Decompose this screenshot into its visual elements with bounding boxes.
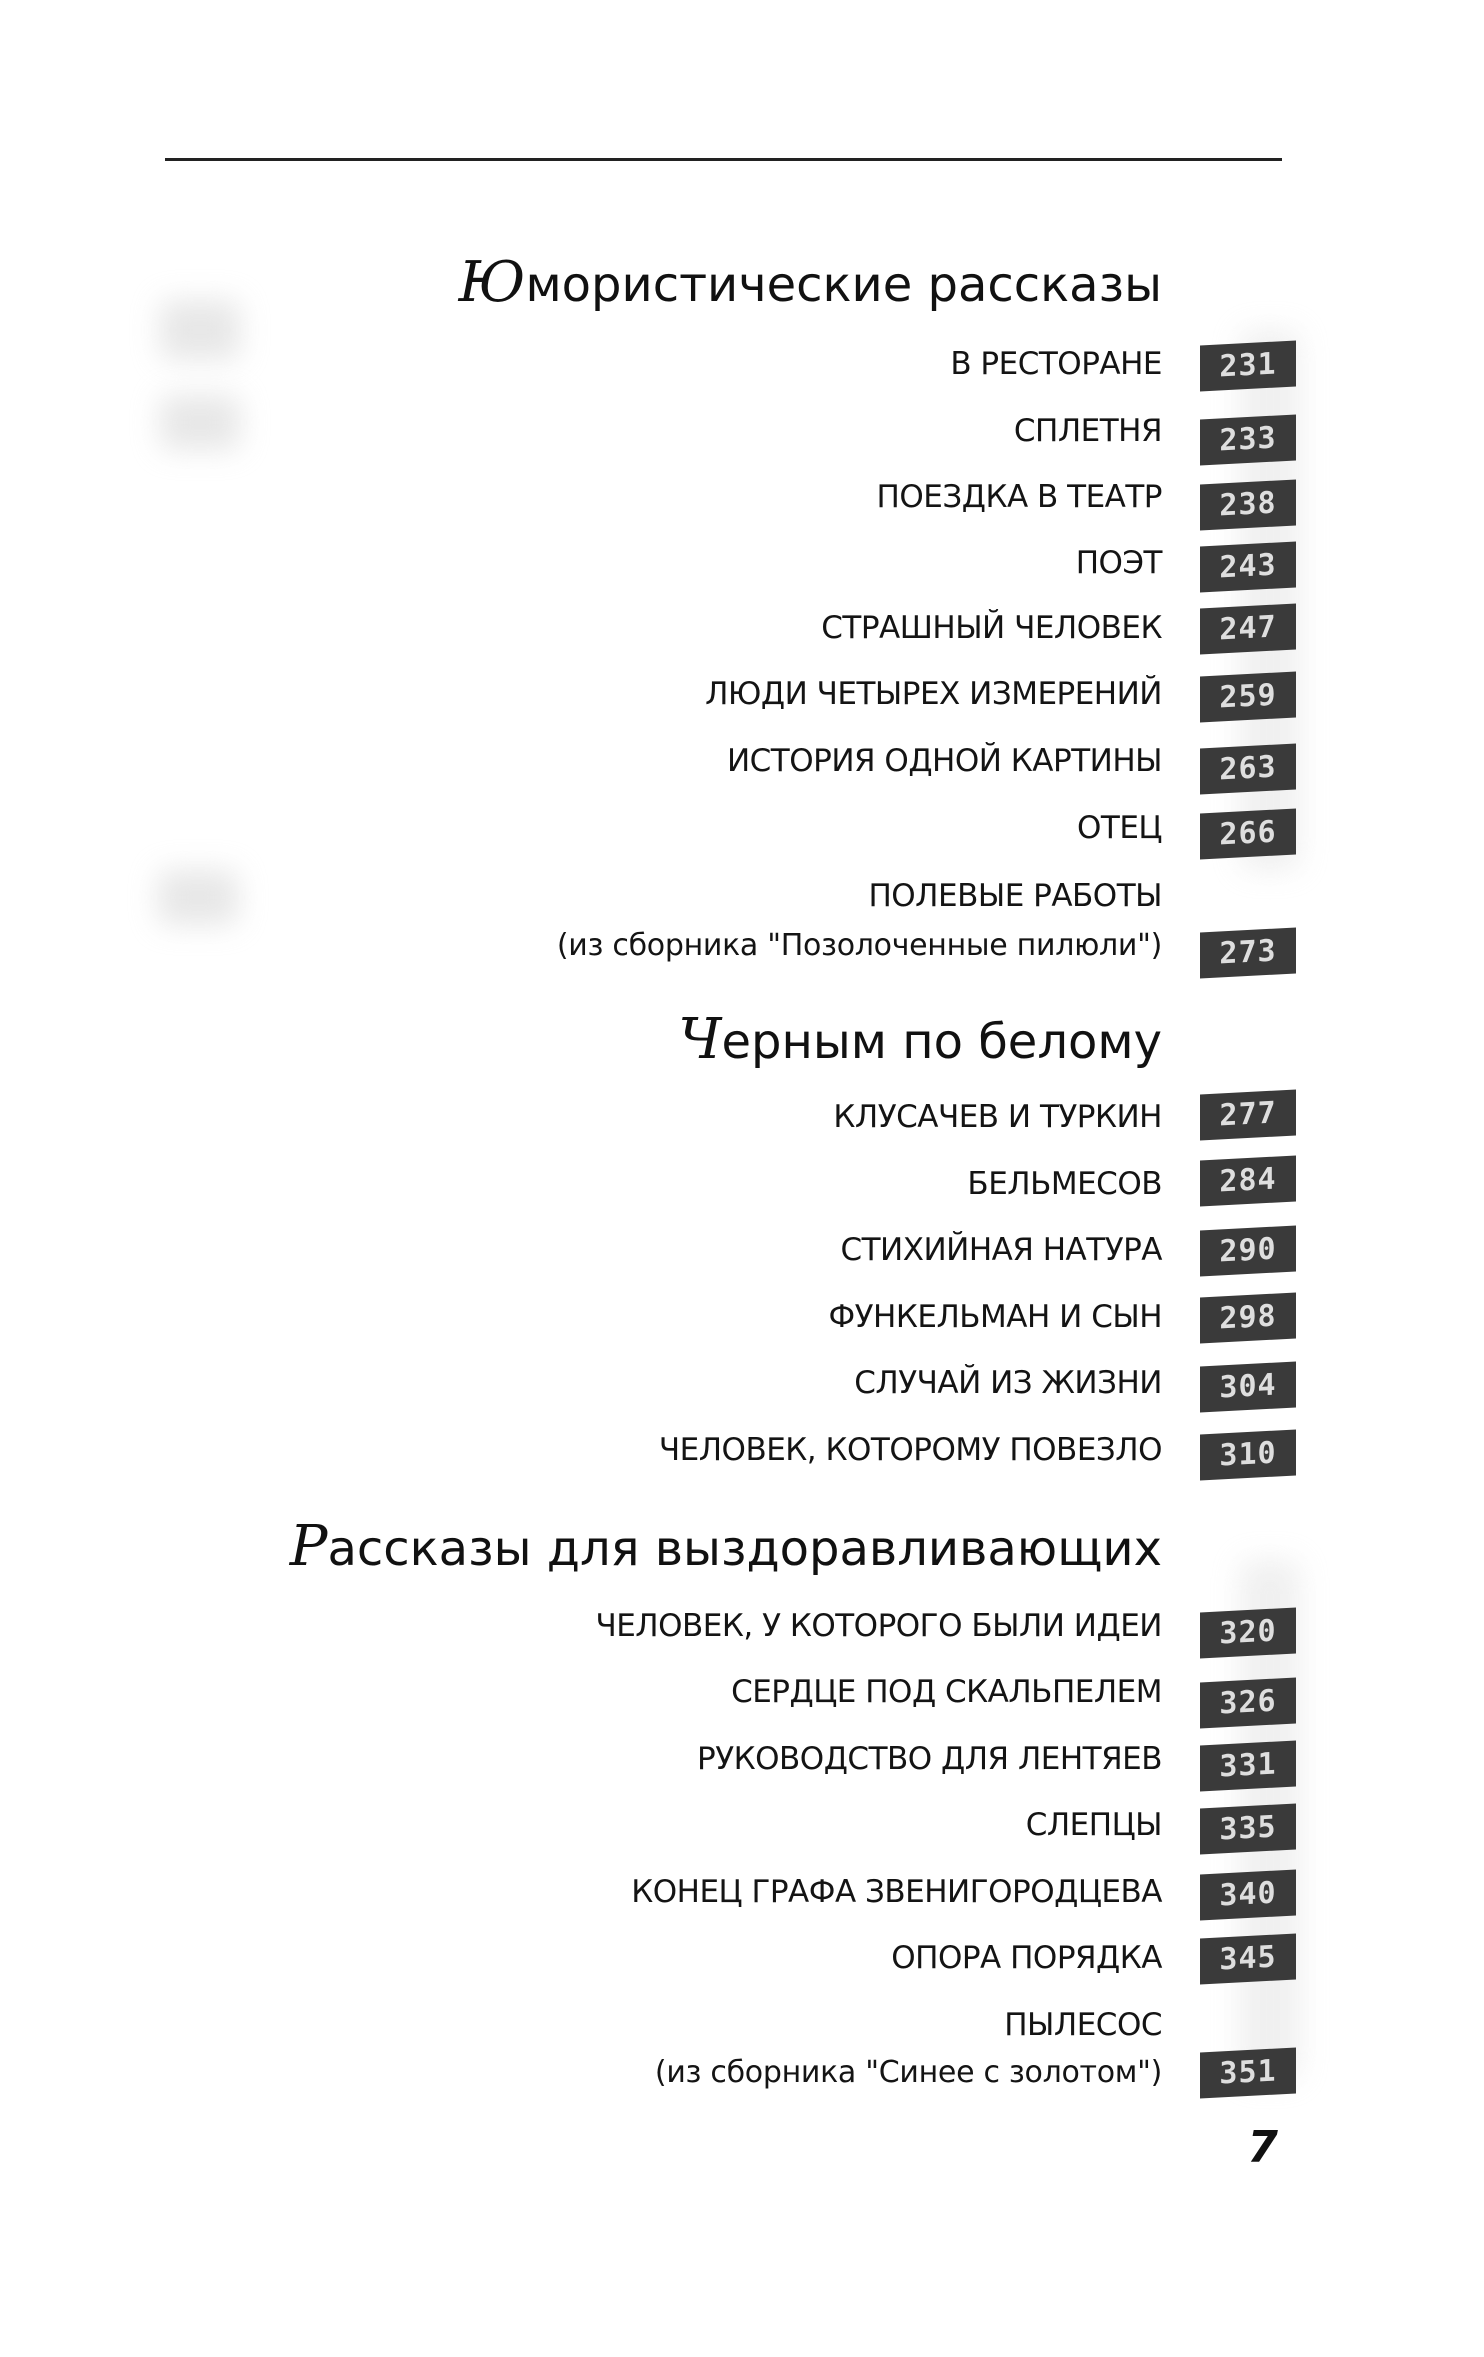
- page-badge: 284: [1200, 1155, 1296, 1206]
- scan-smudge: [160, 395, 240, 450]
- section-initial: Ч: [678, 1007, 722, 1072]
- entry-subtitle: (из сборника "Позолоченные пилюли"): [556, 928, 1162, 963]
- entry-title: РУКОВОДСТВО ДЛЯ ЛЕНТЯЕВ: [697, 1741, 1162, 1777]
- page-badge: 320: [1200, 1607, 1296, 1658]
- section-title: [678, 1007, 1162, 1072]
- entry-title: КОНЕЦ ГРАФА ЗВЕНИГОРОДЦЕВА: [631, 1874, 1162, 1910]
- page-badge: 331: [1200, 1740, 1296, 1791]
- entry-title: СЛЕПЦЫ: [1025, 1807, 1162, 1843]
- section-initial: Р: [289, 1514, 328, 1579]
- section-title: [458, 250, 1162, 315]
- page-badge: 340: [1200, 1869, 1296, 1920]
- entry-title: ЛЮДИ ЧЕТЫРЕХ ИЗМЕРЕНИЙ: [705, 676, 1162, 712]
- section-title-text: мористические рассказы: [525, 257, 1162, 313]
- page-badge: 335: [1200, 1803, 1296, 1854]
- page-badge: 233: [1200, 414, 1296, 465]
- page-badge: 290: [1200, 1225, 1296, 1276]
- toc-entry[interactable]: [659, 1430, 1162, 1470]
- toc-entry[interactable]: [828, 1297, 1162, 1337]
- page-badge: 345: [1200, 1933, 1296, 1984]
- section-initial: Ю: [458, 250, 526, 315]
- entry-title: В РЕСТОРАНЕ: [950, 346, 1162, 382]
- section-title-text: ерным по белому: [721, 1014, 1162, 1070]
- section-title: [289, 1514, 1162, 1579]
- toc-entry[interactable]: [1026, 1805, 1162, 1845]
- entry-title: ПЫЛЕСОС: [1004, 2007, 1162, 2043]
- toc-entry[interactable]: [821, 608, 1162, 648]
- toc-entry[interactable]: [1014, 411, 1162, 451]
- toc-entry[interactable]: [631, 1872, 1162, 1912]
- toc-entry[interactable]: [840, 1230, 1162, 1270]
- entry-title: КЛУСАЧЕВ И ТУРКИН: [833, 1099, 1162, 1135]
- toc-entry[interactable]: [967, 1164, 1162, 1204]
- entry-title: БЕЛЬМЕСОВ: [967, 1166, 1162, 1202]
- toc-entry[interactable]: [731, 1672, 1162, 1712]
- toc-entry[interactable]: [1076, 543, 1162, 583]
- section-title-text: ассказы для выздоравливающих: [327, 1521, 1162, 1577]
- entry-title: ПОЛЕВЫЕ РАБОТЫ: [868, 878, 1162, 914]
- entry-subtitle: (из сборника "Синее с золотом"): [654, 2055, 1162, 2090]
- page-badge: 304: [1200, 1361, 1296, 1412]
- toc-entry[interactable]: [727, 741, 1162, 781]
- entry-title: СЕРДЦЕ ПОД СКАЛЬПЕЛЕМ: [731, 1674, 1162, 1710]
- entry-title: ИСТОРИЯ ОДНОЙ КАРТИНЫ: [726, 743, 1162, 779]
- toc-entry[interactable]: [950, 344, 1162, 384]
- entry-title: ПОЭТ: [1075, 545, 1162, 581]
- page-badge: 310: [1200, 1429, 1296, 1480]
- toc-entry[interactable]: [833, 1097, 1162, 1137]
- page-badge: 231: [1200, 340, 1296, 391]
- entry-title: ОПОРА ПОРЯДКА: [891, 1940, 1162, 1976]
- scan-smudge: [160, 300, 240, 360]
- entry-title: ЧЕЛОВЕК, У КОТОРОГО БЫЛИ ИДЕИ: [595, 1608, 1162, 1644]
- entry-title: ФУНКЕЛЬМАН И СЫН: [828, 1299, 1162, 1335]
- top-rule: [165, 158, 1282, 161]
- entry-title: СТИХИЙНАЯ НАТУРА: [840, 1232, 1162, 1268]
- page-badge: 266: [1200, 808, 1296, 859]
- entry-title: СТРАШНЫЙ ЧЕЛОВЕК: [821, 610, 1162, 646]
- page-number: 7: [1247, 2122, 1278, 2173]
- page-badge: 298: [1200, 1292, 1296, 1343]
- entry-title: СЛУЧАЙ ИЗ ЖИЗНИ: [854, 1365, 1162, 1401]
- page-badge: 259: [1200, 671, 1296, 722]
- page-badge: 277: [1200, 1089, 1296, 1140]
- toc-entry[interactable]: [557, 876, 1162, 966]
- page-badge: 247: [1200, 603, 1296, 654]
- page-badge: 326: [1200, 1677, 1296, 1728]
- entry-title: СПЛЕТНЯ: [1013, 413, 1162, 449]
- page-badge: 238: [1200, 479, 1296, 530]
- toc-entry[interactable]: [697, 1739, 1162, 1779]
- toc-entry[interactable]: [705, 674, 1162, 714]
- page-badge: 273: [1200, 927, 1296, 978]
- entry-title: ПОЕЗДКА В ТЕАТР: [876, 479, 1162, 515]
- page-badge: 243: [1200, 541, 1296, 592]
- page-badge: 263: [1200, 743, 1296, 794]
- page-badge: 351: [1200, 2047, 1296, 2098]
- toc-entry[interactable]: [877, 477, 1162, 517]
- entry-title: ОТЕЦ: [1077, 810, 1162, 846]
- toc-entry[interactable]: [891, 1938, 1162, 1978]
- toc-entry[interactable]: [655, 2005, 1162, 2093]
- toc-entry[interactable]: [854, 1363, 1162, 1403]
- scan-smudge: [158, 870, 238, 925]
- toc-entry[interactable]: [1077, 808, 1162, 848]
- entry-title: ЧЕЛОВЕК, КОТОРОМУ ПОВЕЗЛО: [658, 1432, 1162, 1468]
- toc-entry[interactable]: [595, 1606, 1162, 1646]
